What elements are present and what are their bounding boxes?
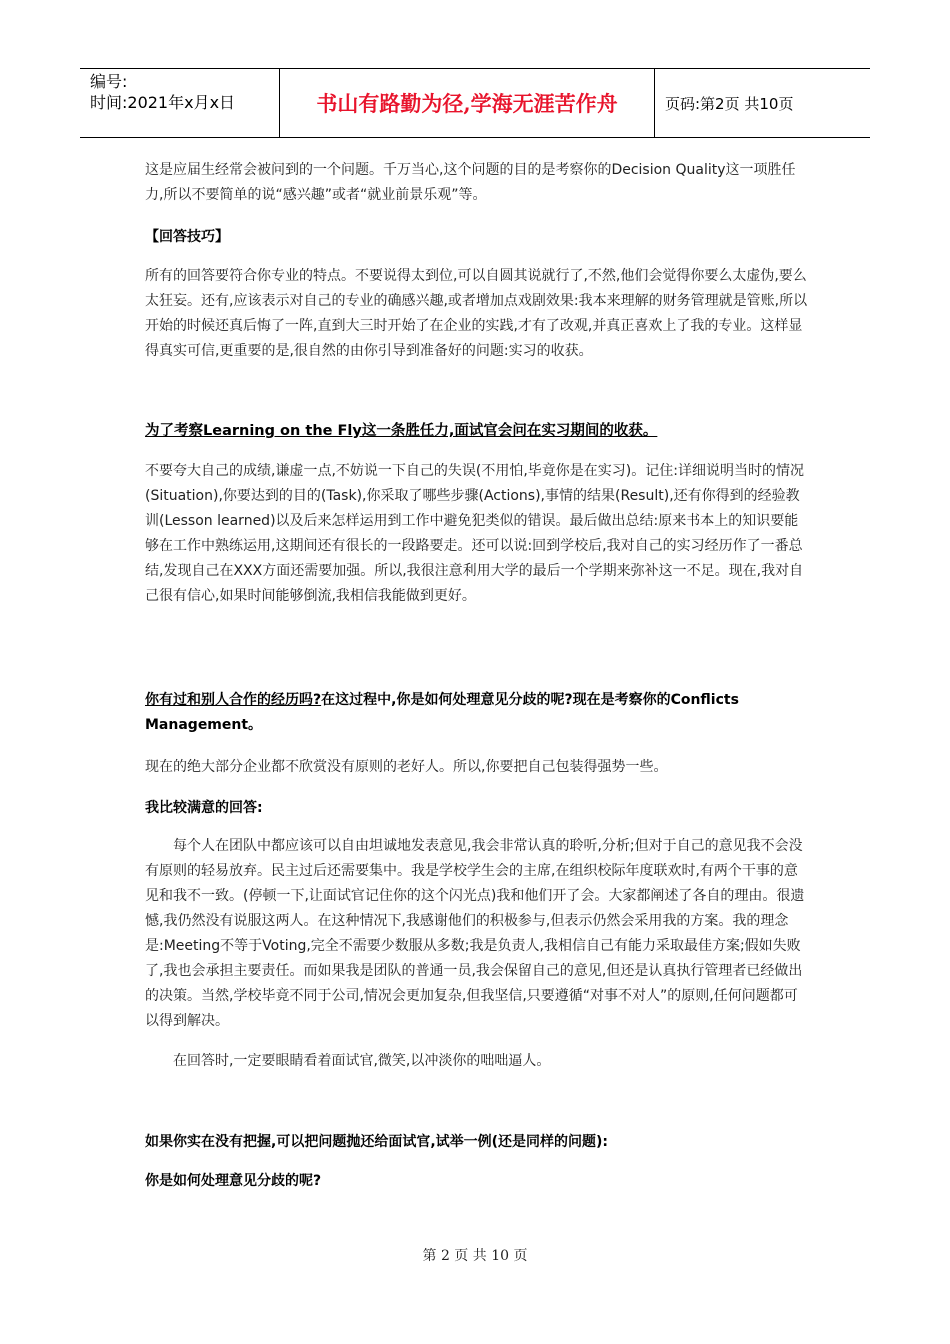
learning-heading: 为了考察Learning on the Fly这一条胜任力,面试官会问在实习期间的收获。 [145, 423, 658, 439]
tip-paragraph: 所有的回答要符合你专业的特点。不要说得太到位,可以自圆其说就行了,不然,他们会觉得你要么太虚伪,要么太狂妄。还有,应该表示对自己的专业的确感兴趣,或者增加点戏剧效果:我本来理解的财务管理就是管账,所以开始的时候还真后悔了一阵,直到大三时开始了在企业的实践,才有了改观,并真正喜欢上了我的专业。这样显得真实可信,更重要的是,很自然的由你引导到准备好的问题:实习的收获。 [145, 268, 808, 359]
date-label: 时间:2021年x月x日 [90, 93, 236, 112]
fallback-heading: 如果你实在没有把握,可以把问题抛还给面试官,试举一例(还是同样的问题): [145, 1134, 609, 1150]
learning-paragraph: 不要夸大自己的成绩,谦虚一点,不妨说一下自己的失误(不用怕,毕竟你是在实习)。记住:详细说明当时的情况(Situation),你要达到的目的(Task),你采取了哪些步骤(Actions),事情的结果(Result),还有你得到的经验教训(Lesson learned)以及后来怎样运用到工作中避免犯类似的错误。最后做出总结:原来书本上的知识要能够在工作中熟练运用,这期间还有很长的一段路要走。还可以说:回到学校后,我对自己的实习经历作了一番总结,发现自己在XXX方面还需要加强。所以,我很注意利用大学的最后一个学期来弥补这一不足。现在,我对自己很有信心,如果时间能够倒流,我相信我能做到更好。 [145, 463, 804, 604]
answer-heading: 我比较满意的回答: [145, 800, 263, 816]
conflict-question [145, 688, 810, 738]
header-motto: 书山有路勤为径,学海无涯苦作舟 [316, 91, 618, 116]
answer-paragraph: 每个人在团队中都应该可以自由坦诚地发表意见,我会非常认真的聆听,分析;但对于自己的意见我不会没有原则的轻易放弃。民主过后还需要集中。我是学校学生会的主席,在组织校际年度联欢时,有两个干事的意见和我不一致。(停顿一下,让面试官记住你的这个闪光点)我和他们开了会。大家都阐述了各自的理由。很遗憾,我仍然没有说服这两人。在这种情况下,我感谢他们的积极参与,但表示仍然会采用我的方案。我的理念是:Meeting不等于Voting,完全不需要少数服从多数;我是负责人,我相信自己有能力采取最佳方案;假如失败了,我也会承担主要责任。而如果我是团队的普通一员,我会保留自己的意见,但还是认真执行管理者已经做出的决策。当然,学校毕竟不同于公司,情况会更加复杂,但我坚信,只要遵循“对事不对人”的原则,任何问题都可以得到解决。 [145, 838, 805, 1029]
answer-tip: 在回答时,一定要眼睛看着面试官,微笑,以冲淡你的咄咄逼人。 [173, 1053, 551, 1069]
intro-paragraph: 这是应届生经常会被问到的一个问题。千万当心,这个问题的目的是考察你的Decision Quality这一项胜任力,所以不要简单的说“感兴趣”或者“就业前景乐观”等。 [145, 162, 796, 203]
header-meta [80, 69, 280, 137]
tip-heading: 【回答技巧】 [145, 229, 229, 245]
page-footer: 第 2 页 共 10 页 [422, 1248, 528, 1264]
page-header [80, 68, 870, 138]
header-page-info: 页码:第2页 共10页 [665, 94, 794, 113]
fallback-question: 你是如何处理意见分歧的呢? [145, 1173, 322, 1189]
serial-number-label: 编号: [90, 72, 128, 91]
conflict-question-underlined: 你有过和别人合作的经历吗? [145, 692, 322, 708]
conflict-question-rest: 在这过程中,你是如何处理意见分歧的呢?现在是考察你的Conflicts Management。 [145, 692, 739, 733]
conflict-paragraph: 现在的绝大部分企业都不欣赏没有原则的老好人。所以,你要把自己包装得强势一些。 [145, 759, 668, 775]
header-motto-cell [280, 69, 655, 137]
